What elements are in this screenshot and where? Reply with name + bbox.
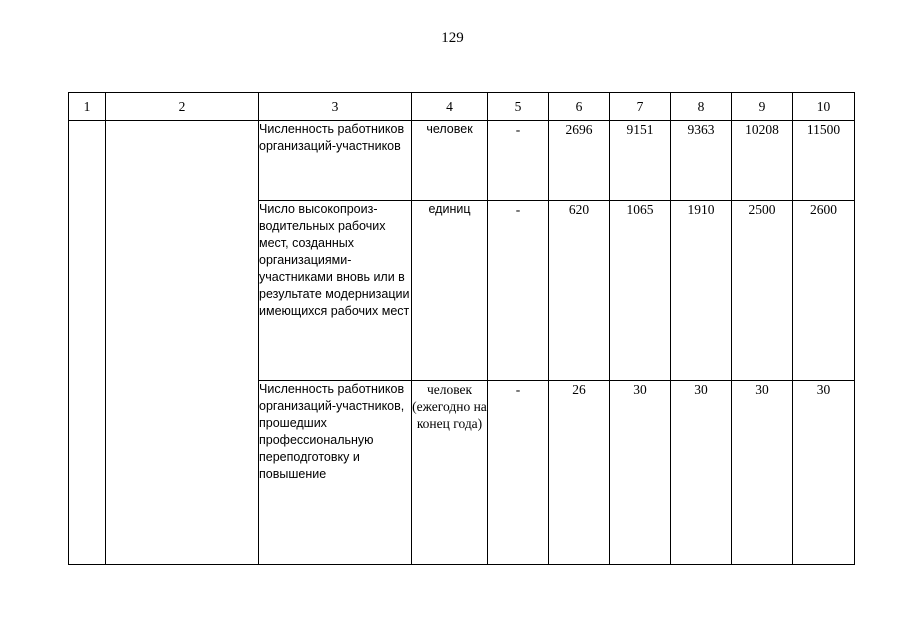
indicator-cell: Численность работников организаций-участников, прошедших профессиональную переподготовку и повышение xyxy=(259,381,412,565)
indicator-cell: Численность работников организаций-участников xyxy=(259,121,412,201)
header-cell: 9 xyxy=(732,93,793,121)
col5-cell: - xyxy=(488,201,549,381)
value-cell: 26 xyxy=(549,381,610,565)
value-cell: 11500 xyxy=(793,121,855,201)
value-cell: 10208 xyxy=(732,121,793,201)
col2-merged-cell xyxy=(106,121,259,565)
col5-cell: - xyxy=(488,121,549,201)
unit-cell: человек xyxy=(412,121,488,201)
data-table xyxy=(68,92,855,565)
col1-merged-cell xyxy=(69,121,106,565)
header-cell: 2 xyxy=(106,93,259,121)
value-cell: 2696 xyxy=(549,121,610,201)
value-cell: 2500 xyxy=(732,201,793,381)
header-cell: 3 xyxy=(259,93,412,121)
value-cell: 30 xyxy=(671,381,732,565)
value-cell: 30 xyxy=(732,381,793,565)
value-cell: 2600 xyxy=(793,201,855,381)
header-cell: 5 xyxy=(488,93,549,121)
page-number: 129 xyxy=(441,30,464,46)
header-row xyxy=(69,93,855,121)
unit-cell: человек (ежегодно на конец года) xyxy=(412,381,488,565)
header-cell: 8 xyxy=(671,93,732,121)
unit-cell: единиц xyxy=(412,201,488,381)
value-cell: 1910 xyxy=(671,201,732,381)
value-cell: 9363 xyxy=(671,121,732,201)
header-cell: 6 xyxy=(549,93,610,121)
col5-cell: - xyxy=(488,381,549,565)
header-cell: 4 xyxy=(412,93,488,121)
value-cell: 9151 xyxy=(610,121,671,201)
value-cell: 30 xyxy=(610,381,671,565)
header-cell: 10 xyxy=(793,93,855,121)
value-cell: 1065 xyxy=(610,201,671,381)
value-cell: 30 xyxy=(793,381,855,565)
indicator-cell: Число высокопроиз-водительных рабочих мест, созданных организациями-участниками вновь или в результате модернизации имеющихся рабочих мест xyxy=(259,201,412,381)
header-cell: 7 xyxy=(610,93,671,121)
value-cell: 620 xyxy=(549,201,610,381)
table-row xyxy=(69,121,855,201)
header-cell: 1 xyxy=(69,93,106,121)
